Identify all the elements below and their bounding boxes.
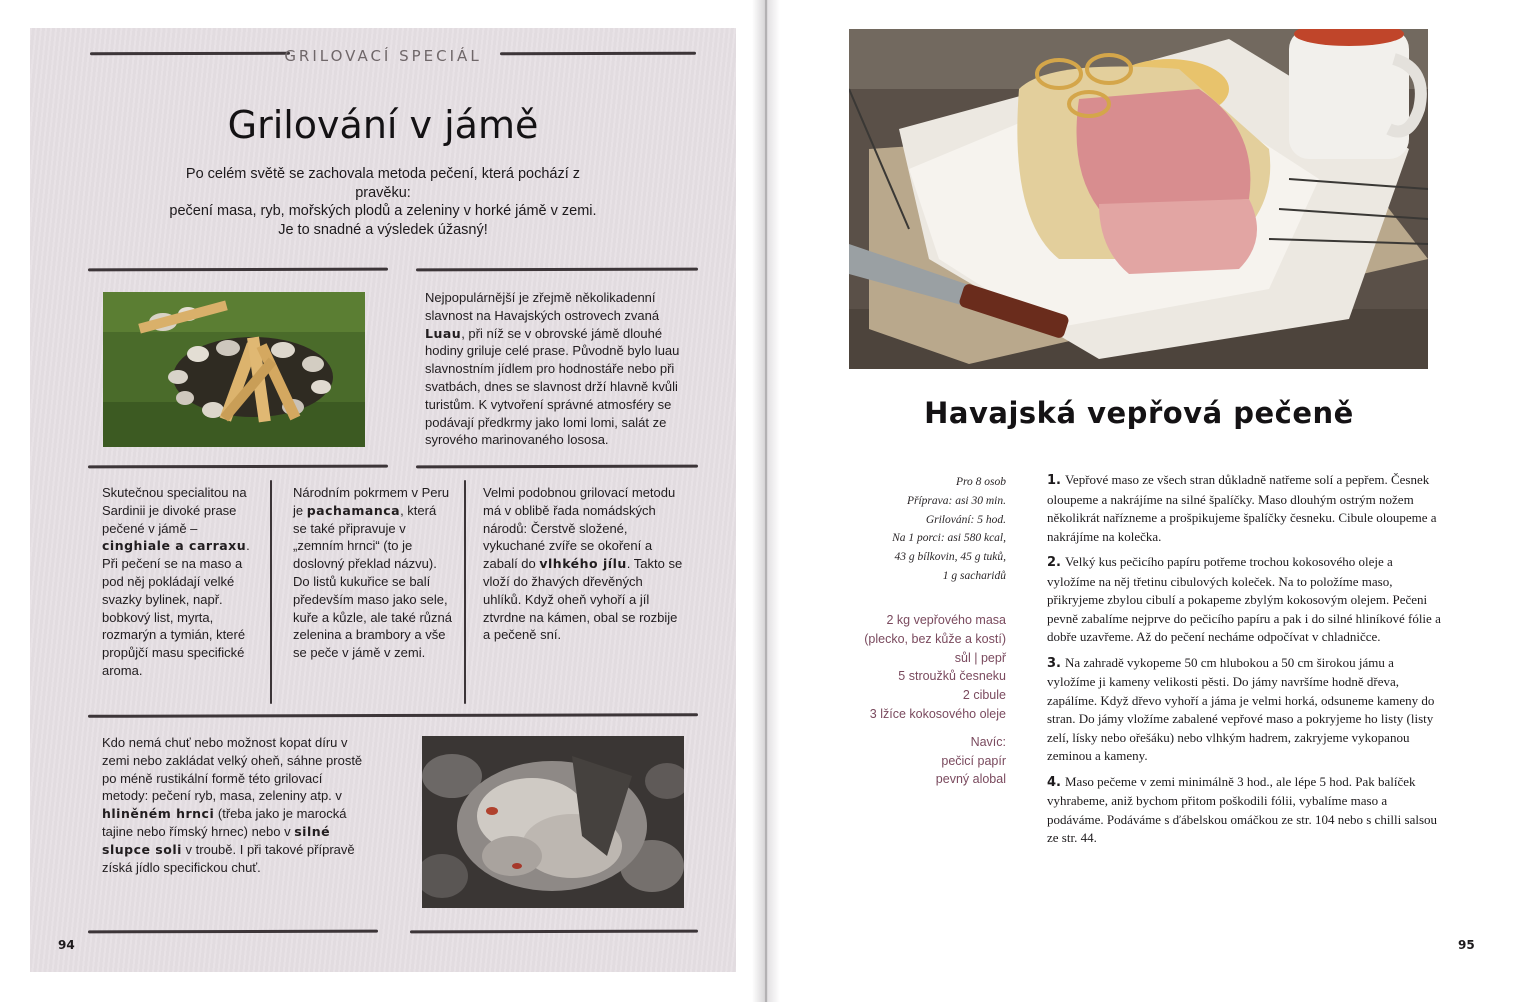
- recipe-step: [1047, 471, 1442, 546]
- step-text: Na zahradě vykopeme 50 cm hlubokou a 50 cm širokou jámu a vyložíme ji kameny velikosti pěsti. Do jámy navršíme hodně dřeva, zapálíme. Když dřevo vyhoří a jáma je velmi horká, odsuneme kameny do stran. Do jámy vložíme zabalené vepřové maso a pokryjeme ho listy (listy zelí, lísky nebo ořešáku) nebo vlhkým hadrem, zakryjeme vykopanou zeminou a kameny.: [1047, 654, 1435, 763]
- intro-line: pečení masa, ryb, mořských plodů a zeleniny v horké jámě v zemi.: [169, 203, 597, 219]
- step-text: Velký kus pečicího papíru potřeme trochou kokosového oleje a vyložíme na něj třetinu cibulových koleček. Na to položíme maso, přikryjeme zbylou cibulí a pokapeme zbylým kokosovým olejem. Pečeni pevně zabalíme nejprve do pečicího papíru a pak i do silné hliníkové fólie a dobře uzavřeme. Až do pečení necháme odpočívat v chladničce.: [1047, 554, 1441, 644]
- recipe-step: [1047, 654, 1442, 766]
- ingredient-item: 2 kg vepřového masa: [886, 613, 1006, 627]
- pot-paragraph: Kdo nemá chuť nebo možnost kopat díru v zemi nebo zakládat velký oheň, sáhne prostě po méně rustikální formě této grilovací metody: pečení ryb, masa, zeleniny atp. v hliněném hrnci (třeba jako je marocká tajine nebo římský hrnec) nebo v silné slupce soli v troubě. I při takové přípravě získá jídlo specifickou chuť.: [102, 735, 363, 875]
- section-label: GRILOVACÍ SPECIÁL: [284, 47, 482, 65]
- intro-paragraph: [168, 165, 598, 239]
- page-number: 94: [58, 938, 75, 952]
- column-divider: [270, 480, 272, 704]
- prep-time: Příprava: asi 30 min.: [906, 494, 1006, 507]
- footer-rule-right: [410, 930, 698, 934]
- divider-rule: [88, 465, 388, 469]
- roast-photo: [849, 29, 1428, 369]
- servings: Pro 8 osob: [955, 476, 1006, 488]
- ingredient-item: sůl | pepř: [954, 650, 1006, 665]
- grill-time: Grilování: 5 hod.: [925, 513, 1006, 526]
- recipe-title: Havajská vepřová pečeně: [924, 396, 1354, 430]
- firepit-photo: [103, 292, 365, 447]
- luau-paragraph: Nejpopulárnější je zřejmě několikadenní slavnost na Havajských ostrovech zvaná Luau, při níž se v obrovské jámě dlouhé hodiny griluje celé prase. Původně bylo luau slavnostním jídlem pro hodnostáře nebo při svatbách, dnes se slavnost drží hlavně kvůli turistům. K vytvoření správné atmosféry se podávají předkrmy jako lomi lomi, salát ze syrového marinovaného lososa.: [425, 290, 680, 448]
- recipe-step: [1047, 773, 1442, 848]
- divider-rule: [416, 465, 698, 469]
- step-text: Maso pečeme v zemi minimálně 3 hod., ale lépe 5 hod. Pak balíček vyhrabeme, aniž bychom přitom poškodili fólii, vybalíme maso a podáváme. Podáváme s ďábelskou omáčkou ze str. 104 nebo s chilli salsou ze str. 44.: [1047, 773, 1438, 845]
- step-number: 3.: [1047, 655, 1061, 671]
- step-number: 4.: [1047, 774, 1061, 790]
- sardinia-column: Skutečnou specialitou na Sardinii je divoké prase pečené v jámě – cinghiale a carraxu. Při pečení se na maso a pod něj pokládají velké svazky bylinek, např. bobkový list, myrta, rozmarýn a tymián, které propůjčí masu specifické aroma.: [102, 485, 250, 678]
- page-number: 95: [1458, 938, 1475, 952]
- nutrition-line: 1 g sacharidů: [942, 569, 1006, 582]
- ingredient-item: 3 lžíce kokosového oleje: [869, 706, 1006, 721]
- embers-photo: [422, 736, 684, 908]
- footer-rule-left: [88, 930, 378, 934]
- step-text: Vepřové maso ze všech stran důkladně natřeme solí a pepřem. Česnek oloupeme a nakrájíme na silné špalíčky. Maso dlouhým ostrým nožem několikrát nařízneme a prošpikujeme špalíčky česneku. Cibule oloupeme a nakrájíme na kolečka.: [1047, 472, 1437, 544]
- peru-column: Národním pokrmem v Peru je pachamanca, která se také připravuje v „zemním hrnci“ (to je doslovný překlad názvu). Do listů kukuřice se balí především maso jako sele, kuře a kůzle, ale také různá zelenina a brambory a vše se peče v jámě v zemi.: [293, 485, 452, 661]
- step-number: 2.: [1047, 555, 1061, 570]
- intro-line: Po celém světě se zachovala metoda pečení, která pochází z pravěku:: [185, 166, 581, 201]
- nutrition-line: Na 1 porci: asi 580 kcal,: [892, 532, 1006, 545]
- column-divider: [464, 480, 466, 704]
- divider-rule: [88, 713, 698, 718]
- extra-item: pevný alobal: [935, 772, 1006, 787]
- left-page: [30, 28, 736, 972]
- intro-line: Je to snadné a výsledek úžasný!: [278, 221, 488, 238]
- ingredient-list: [848, 611, 1006, 789]
- step-number: 1.: [1047, 473, 1061, 488]
- ingredient-item: (plecko, bez kůže a kostí): [864, 631, 1006, 646]
- recipe-step: [1047, 553, 1442, 647]
- nutrition-line: 43 g bílkovin, 45 g tuků,: [894, 551, 1006, 564]
- divider-rule: [416, 268, 698, 272]
- recipe-steps: [1047, 471, 1442, 855]
- nomad-column: Velmi podobnou grilovací metodu má v oblibě řada nomádských národů: Čerstvě složené, vykuchané zvíře se okoření a zabalí do vlhkého jílu. Takto se vloží do žhavých dřevěných uhlíků. Když oheň vyhoří a jíl ztvrdne na kámen, obal se rozbije a pečeně sní.: [483, 485, 683, 643]
- page-title: Grilování v jámě: [227, 103, 539, 147]
- divider-rule: [88, 268, 388, 272]
- recipe-meta: [860, 473, 1006, 586]
- extra-item: pečicí papír: [941, 753, 1006, 768]
- extra-label: Navíc:: [970, 734, 1006, 749]
- ingredient-item: 5 stroužků česneku: [898, 669, 1006, 684]
- ingredient-item: 2 cibule: [962, 688, 1006, 703]
- book-gutter: [752, 0, 780, 1002]
